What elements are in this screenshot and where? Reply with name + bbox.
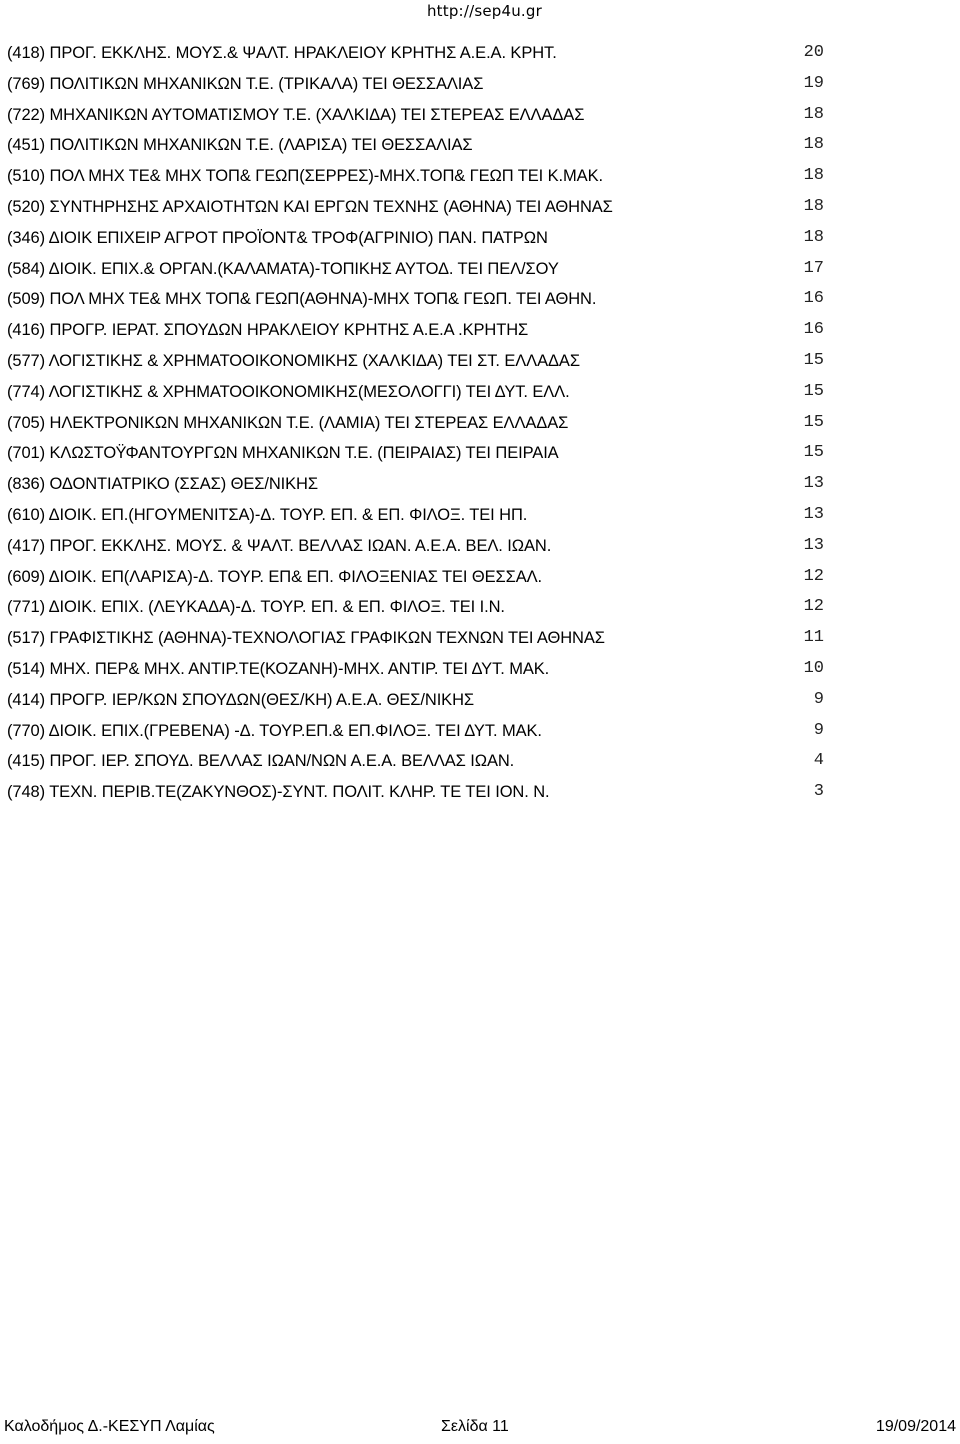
list-item <box>7 562 947 593</box>
list-item <box>7 100 947 131</box>
list-item <box>7 408 947 439</box>
list-item <box>7 716 947 747</box>
score-value: 16 <box>803 320 824 340</box>
department-label: (520) ΣΥΝΤΗΡΗΣΗΣ ΑΡΧΑΙΟΤΗΤΩΝ ΚΑΙ ΕΡΓΩΝ ΤΕΧΝΗΣ (ΑΘΗΝΑ) ΤΕΙ ΑΘΗΝΑΣ <box>7 197 613 216</box>
department-label: (609) ΔΙΟΙΚ. ΕΠ(ΛΑΡΙΣΑ)-Δ. ΤΟΥΡ. ΕΠ& ΕΠ. ΦΙΛΟΞΕΝΙΑΣ ΤΕΙ ΘΕΣΣΑΛ. <box>7 567 543 586</box>
score-value: 9 <box>813 689 824 709</box>
score-value: 19 <box>803 73 824 93</box>
score-value: 15 <box>803 412 824 432</box>
header-url[interactable]: http://sep4u.gr <box>426 2 542 20</box>
footer-author: Καλοδήμος Δ.-ΚΕΣΥΠ Λαμίας <box>4 1418 215 1435</box>
list-item <box>7 531 947 562</box>
score-value: 10 <box>803 658 824 678</box>
footer-date: 19/09/2014 <box>875 1418 956 1435</box>
list-item <box>7 38 947 69</box>
score-list <box>7 38 947 808</box>
department-label: (584) ΔΙΟΙΚ. ΕΠΙΧ.& ΟΡΓΑΝ.(ΚΑΛΑΜΑΤΑ)-ΤΟΠΙΚΗΣ ΑΥΤΟΔ. ΤΕΙ ΠΕΛ/ΣΟΥ <box>7 259 559 278</box>
department-label: (517) ΓΡΑΦΙΣΤΙΚΗΣ (ΑΘΗΝΑ)-ΤΕΧΝΟΛΟΓΙΑΣ ΓΡΑΦΙΚΩΝ ΤΕΧΝΩΝ ΤΕΙ ΑΘΗΝΑΣ <box>7 629 605 648</box>
score-value: 18 <box>803 104 824 124</box>
list-item <box>7 377 947 408</box>
score-value: 15 <box>803 443 824 463</box>
score-value: 9 <box>813 720 824 740</box>
list-item <box>7 284 947 315</box>
list-item <box>7 438 947 469</box>
department-label: (836) ΟΔΟΝΤΙΑΤΡΙΚΟ (ΣΣΑΣ) ΘΕΣ/ΝΙΚΗΣ <box>7 475 318 494</box>
score-value: 11 <box>803 628 824 648</box>
department-label: (774) ΛΟΓΙΣΤΙΚΗΣ & ΧΡΗΜΑΤΟΟΙΚΟΝΟΜΙΚΗΣ(ΜΕΣΟΛΟΓΓΙ) ΤΕΙ ΔΥΤ. ΕΛΛ. <box>7 382 570 401</box>
department-label: (514) ΜΗΧ. ΠΕΡ& ΜΗΧ. ΑΝΤΙΡ.ΤΕ(ΚΟΖΑΝΗ)-ΜΗΧ. ΑΝΤΙΡ. ΤΕΙ ΔΥΤ. ΜΑΚ. <box>7 659 550 678</box>
list-item <box>7 777 947 808</box>
score-value: 20 <box>803 43 824 62</box>
department-label: (509) ΠΟΛ ΜΗΧ ΤΕ& ΜΗΧ ΤΟΠ& ΓΕΩΠ(ΑΘΗΝΑ)-ΜΗΧ ΤΟΠ& ΓΕΩΠ. ΤΕΙ ΑΘΗΝ. <box>7 290 597 309</box>
score-value: 18 <box>803 135 824 155</box>
list-item <box>7 223 947 254</box>
department-label: (510) ΠΟΛ ΜΗΧ ΤΕ& ΜΗΧ ΤΟΠ& ΓΕΩΠ(ΣΕΡΡΕΣ)-ΜΗΧ.ΤΟΠ& ΓΕΩΠ ΤΕΙ Κ.ΜΑΚ. <box>7 167 603 186</box>
department-label: (771) ΔΙΟΙΚ. ΕΠΙΧ. (ΛΕΥΚΑΔΑ)-Δ. ΤΟΥΡ. ΕΠ. & ΕΠ. ΦΙΛΟΞ. ΤΕΙ Ι.Ν. <box>7 598 505 617</box>
list-item <box>7 592 947 623</box>
department-label: (346) ΔΙΟΙΚ ΕΠΙΧΕΙΡ ΑΓΡΟΤ ΠΡΟΪΟΝΤ& ΤΡΟΦ(ΑΓΡΙΝΙΟ) ΠΑΝ. ΠΑΤΡΩΝ <box>7 228 548 247</box>
list-item <box>7 315 947 346</box>
list-item <box>7 500 947 531</box>
department-label: (748) ΤΕΧΝ. ΠΕΡΙΒ.ΤΕ(ΖΑΚΥΝΘΟΣ)-ΣΥΝΤ. ΠΟΛΙΤ. ΚΛΗΡ. ΤΕ ΤΕΙ ΙΟΝ. Ν. <box>7 783 550 802</box>
department-label: (769) ΠΟΛΙΤΙΚΩΝ ΜΗΧΑΝΙΚΩΝ Τ.Ε. (ΤΡΙΚΑΛΑ) ΤΕΙ ΘΕΣΣΑΛΙΑΣ <box>7 74 484 93</box>
department-label: (610) ΔΙΟΙΚ. ΕΠ.(ΗΓΟΥΜΕΝΙΤΣΑ)-Δ. ΤΟΥΡ. ΕΠ. & ΕΠ. ΦΙΛΟΞ. ΤΕΙ ΗΠ. <box>7 505 528 524</box>
list-item <box>7 346 947 377</box>
list-item <box>7 130 947 161</box>
score-value: 15 <box>803 350 824 370</box>
score-value: 17 <box>803 258 824 278</box>
department-label: (415) ΠΡΟΓ. ΙΕΡ. ΣΠΟΥΔ. ΒΕΛΛΑΣ ΙΩΑΝ/ΝΩΝ Α.Ε.Α. ΒΕΛΛΑΣ ΙΩΑΝ. <box>7 752 515 771</box>
department-label: (701) ΚΛΩΣΤΟΫΦΑΝΤΟΥΡΓΩΝ ΜΗΧΑΝΙΚΩΝ Τ.Ε. (ΠΕΙΡΑΙΑΣ) ΤΕΙ ΠΕΙΡΑΙΑ <box>7 444 559 463</box>
score-value: 4 <box>813 751 824 771</box>
list-item <box>7 69 947 100</box>
department-label: (722) ΜΗΧΑΝΙΚΩΝ ΑΥΤΟΜΑΤΙΣΜΟΥ Τ.Ε. (ΧΑΛΚΙΔΑ) ΤΕΙ ΣΤΕΡΕΑΣ ΕΛΛΑΔΑΣ <box>7 105 585 124</box>
department-label: (417) ΠΡΟΓ. ΕΚΚΛΗΣ. ΜΟΥΣ. & ΨΑΛΤ. ΒΕΛΛΑΣ ΙΩΑΝ. Α.Ε.Α. ΒΕΛ. ΙΩΑΝ. <box>7 536 552 555</box>
department-label: (416) ΠΡΟΓΡ. ΙΕΡΑΤ. ΣΠΟΥΔΩΝ ΗΡΑΚΛΕΙΟΥ ΚΡΗΤΗΣ Α.Ε.Α .ΚΡΗΤΗΣ <box>7 321 529 340</box>
list-item <box>7 254 947 285</box>
list-item <box>7 623 947 654</box>
page-footer <box>4 1418 956 1442</box>
department-label: (705) ΗΛΕΚΤΡΟΝΙΚΩΝ ΜΗΧΑΝΙΚΩΝ Τ.Ε. (ΛΑΜΙΑ) ΤΕΙ ΣΤΕΡΕΑΣ ΕΛΛΑΔΑΣ <box>7 413 569 432</box>
score-value: 12 <box>803 597 824 617</box>
score-value: 3 <box>813 782 824 802</box>
list-item <box>7 685 947 716</box>
department-label: (451) ΠΟΛΙΤΙΚΩΝ ΜΗΧΑΝΙΚΩΝ Τ.Ε. (ΛΑΡΙΣΑ) ΤΕΙ ΘΕΣΣΑΛΙΑΣ <box>7 136 473 155</box>
score-value: 18 <box>803 227 824 247</box>
department-label: (418) ΠΡΟΓ. ΕΚΚΛΗΣ. ΜΟΥΣ.& ΨΑΛΤ. ΗΡΑΚΛΕΙΟΥ ΚΡΗΤΗΣ Α.Ε.Α. ΚΡΗΤ. <box>7 44 557 62</box>
score-value: 15 <box>803 381 824 401</box>
list-item <box>7 746 947 777</box>
score-value: 13 <box>803 474 824 494</box>
list-item <box>7 192 947 223</box>
list-item <box>7 469 947 500</box>
department-label: (414) ΠΡΟΓΡ. ΙΕΡ/ΚΩΝ ΣΠΟΥΔΩΝ(ΘΕΣ/ΚΗ) Α.Ε.Α. ΘΕΣ/ΝΙΚΗΣ <box>7 690 475 709</box>
score-value: 13 <box>803 535 824 555</box>
department-label: (770) ΔΙΟΙΚ. ΕΠΙΧ.(ΓΡΕΒΕΝΑ) -Δ. ΤΟΥΡ.ΕΠ.& ΕΠ.ΦΙΛΟΞ. ΤΕΙ ΔΥΤ. ΜΑΚ. <box>7 721 542 740</box>
score-value: 16 <box>803 289 824 309</box>
score-value: 18 <box>803 166 824 186</box>
list-item <box>7 161 947 192</box>
department-label: (577) ΛΟΓΙΣΤΙΚΗΣ & ΧΡΗΜΑΤΟΟΙΚΟΝΟΜΙΚΗΣ (ΧΑΛΚΙΔΑ) ΤΕΙ ΣΤ. ΕΛΛΑΔΑΣ <box>7 351 580 370</box>
footer-page-number: Σελίδα 11 <box>441 1418 509 1435</box>
list-item <box>7 654 947 685</box>
score-value: 12 <box>803 566 824 586</box>
score-value: 13 <box>803 504 824 524</box>
score-value: 18 <box>803 196 824 216</box>
